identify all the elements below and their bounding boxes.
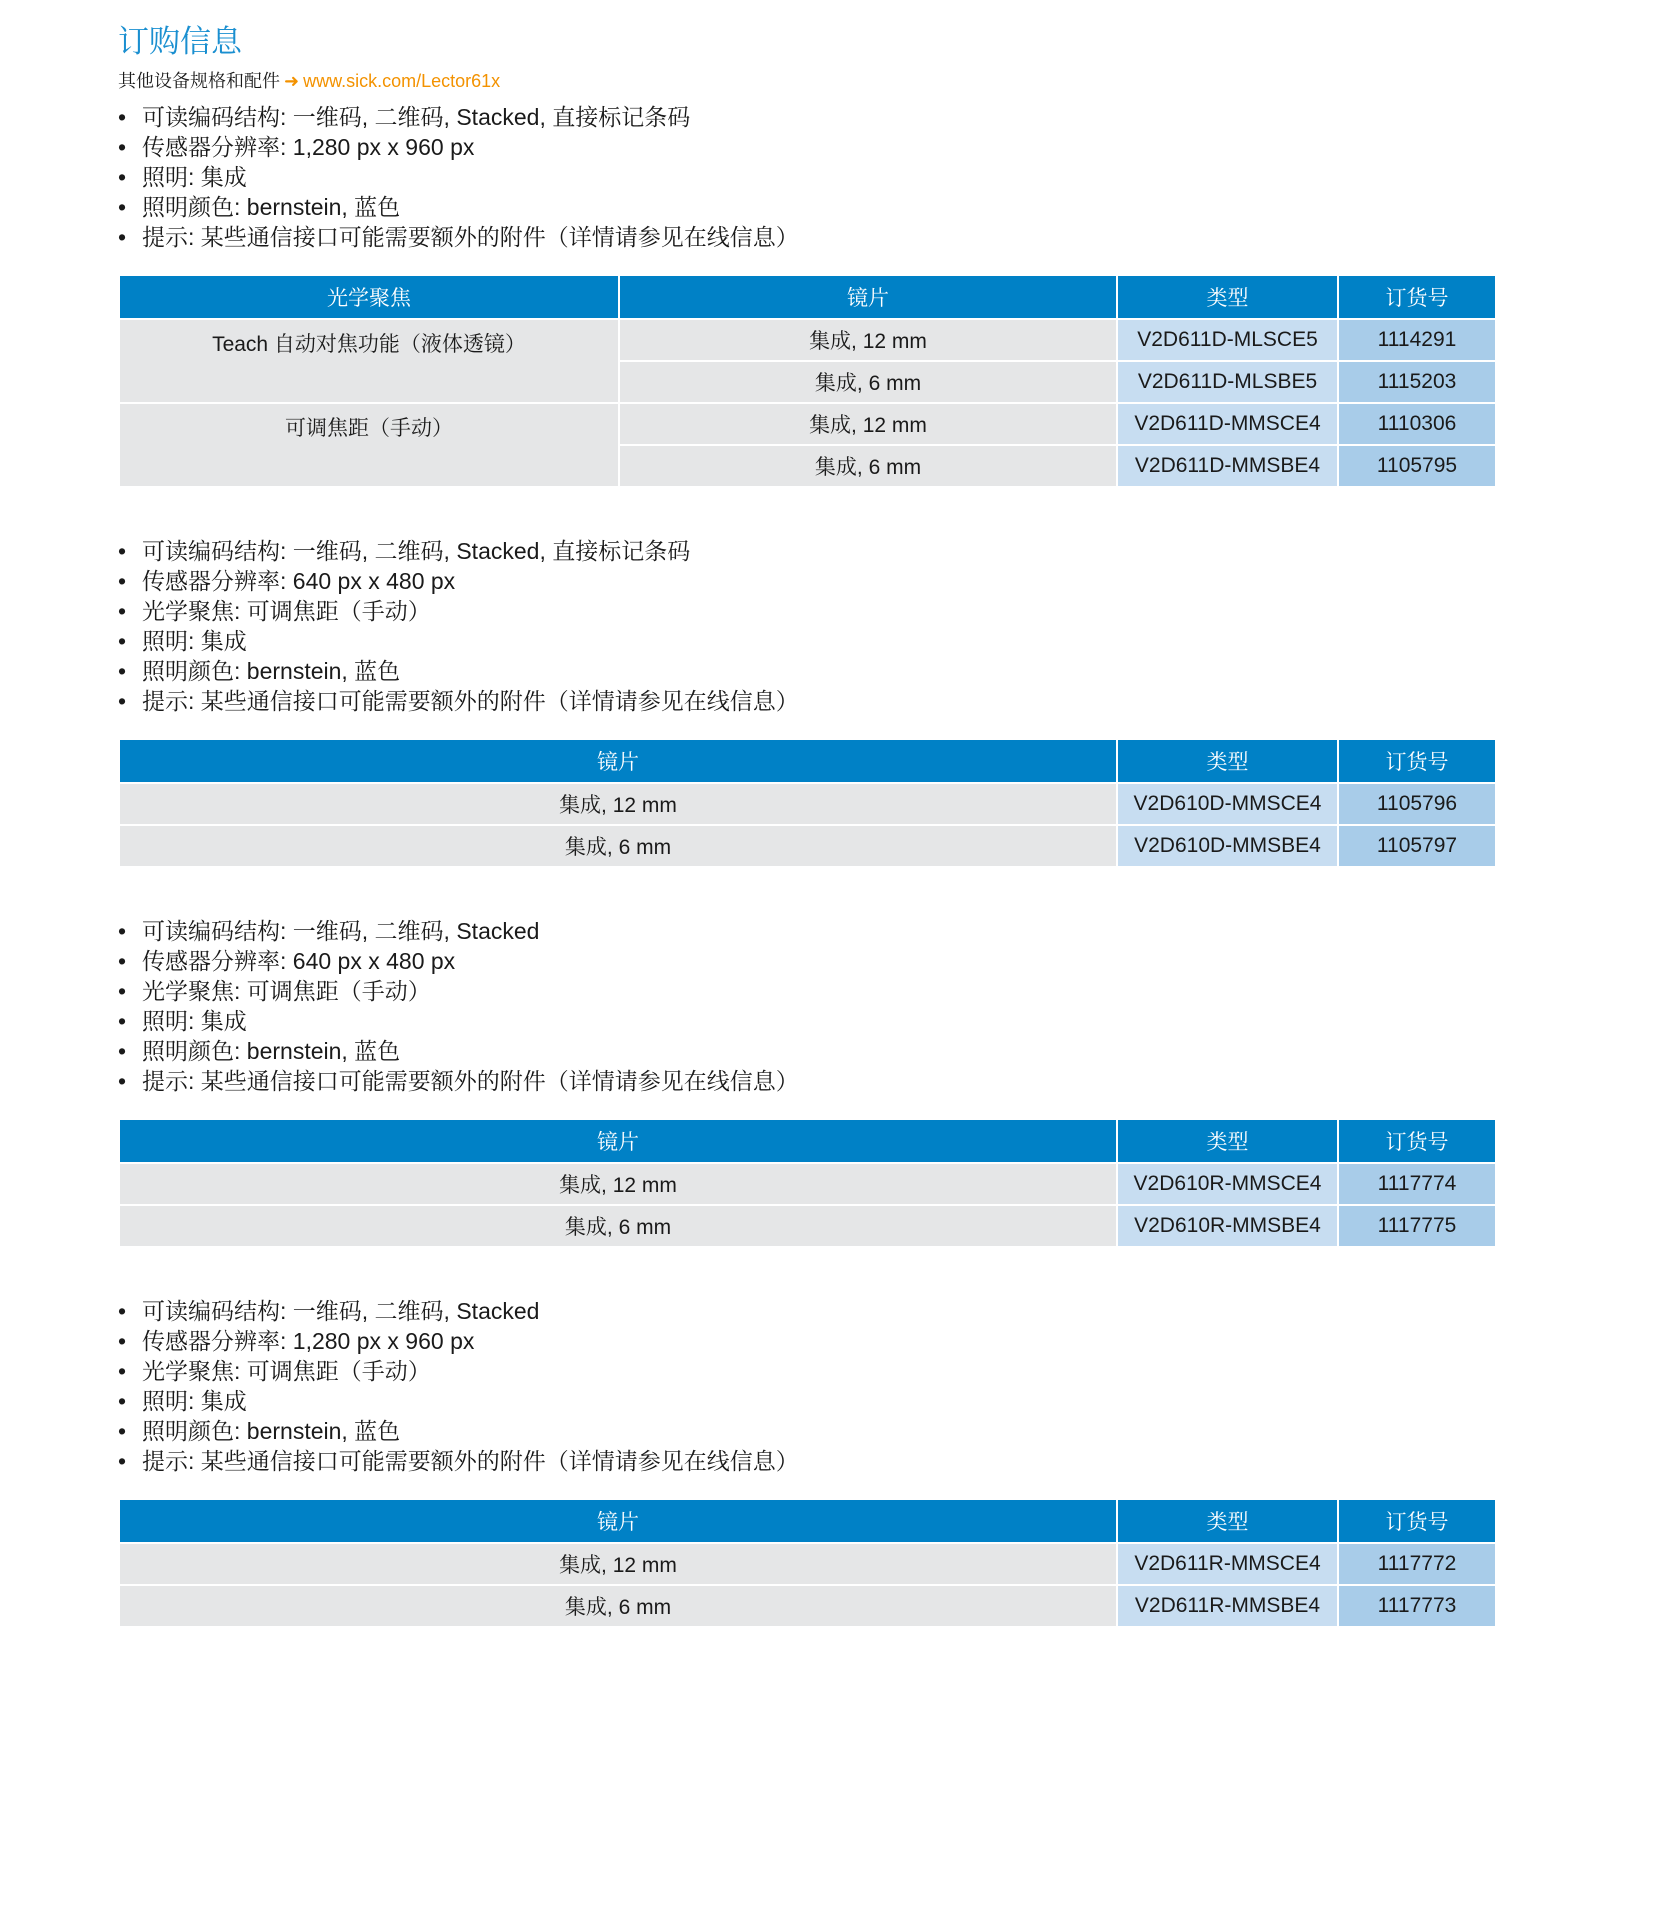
spec-item: • 可读编码结构: 一维码, 二维码, Stacked [118, 916, 1498, 946]
lens-cell: 集成, 6 mm [619, 445, 1117, 487]
spec-item: • 提示: 某些通信接口可能需要额外的附件（详情请参见在线信息） [118, 1066, 1498, 1096]
lens-cell: 集成, 12 mm [619, 319, 1117, 361]
spec-item: • 可读编码结构: 一维码, 二维码, Stacked, 直接标记条码 [118, 102, 1498, 132]
header-order: 订货号 [1338, 275, 1496, 319]
order-table [118, 738, 1497, 868]
focus-cell: 可调焦距（手动） [119, 403, 619, 487]
order-number-cell: 1110306 [1338, 403, 1496, 445]
table-header [119, 275, 1496, 319]
order-number-cell: 1105796 [1338, 783, 1496, 825]
header-focus: 光学聚焦 [119, 275, 619, 319]
spec-item: • 照明颜色: bernstein, 蓝色 [118, 1036, 1498, 1066]
order-number-cell: 1117775 [1338, 1205, 1496, 1247]
lens-cell: 集成, 12 mm [619, 403, 1117, 445]
header-order: 订货号 [1338, 739, 1496, 783]
arrow-right-icon: ➜ [284, 71, 300, 91]
header-type: 类型 [1117, 1119, 1338, 1163]
type-cell: V2D611R-MMSCE4 [1117, 1543, 1338, 1585]
table-row [119, 1585, 1496, 1627]
type-cell: V2D610D-MMSBE4 [1117, 825, 1338, 867]
lens-cell: 集成, 6 mm [119, 825, 1117, 867]
type-cell: V2D611D-MMSBE4 [1117, 445, 1338, 487]
spec-item: • 传感器分辨率: 1,280 px x 960 px [118, 1326, 1498, 1356]
table-row [119, 403, 1496, 445]
lens-cell: 集成, 12 mm [119, 1163, 1117, 1205]
order-table [118, 1498, 1497, 1628]
spec-item: • 传感器分辨率: 640 px x 480 px [118, 566, 1498, 596]
type-cell: V2D610D-MMSCE4 [1117, 783, 1338, 825]
table-row [119, 783, 1496, 825]
order-number-cell: 1105797 [1338, 825, 1496, 867]
lens-cell: 集成, 6 mm [619, 361, 1117, 403]
type-cell: V2D611R-MMSBE4 [1117, 1585, 1338, 1627]
order-number-cell: 1117774 [1338, 1163, 1496, 1205]
order-number-cell: 1114291 [1338, 319, 1496, 361]
table-header [119, 1119, 1496, 1163]
spec-item: • 可读编码结构: 一维码, 二维码, Stacked, 直接标记条码 [118, 536, 1498, 566]
spec-list [118, 916, 1498, 1096]
sections [118, 102, 1498, 1628]
subtitle-text: 其他设备规格和配件 [118, 71, 280, 91]
type-cell: V2D610R-MMSCE4 [1117, 1163, 1338, 1205]
product-link[interactable]: www.sick.com/Lector61x [303, 71, 501, 91]
order-number-cell: 1115203 [1338, 361, 1496, 403]
product-section [118, 1296, 1498, 1628]
table-row [119, 1543, 1496, 1585]
order-table [118, 274, 1497, 488]
type-cell: V2D611D-MLSBE5 [1117, 361, 1338, 403]
product-section [118, 102, 1498, 488]
spec-item: • 照明颜色: bernstein, 蓝色 [118, 656, 1498, 686]
spec-item: • 照明颜色: bernstein, 蓝色 [118, 1416, 1498, 1446]
header-type: 类型 [1117, 1499, 1338, 1543]
spec-item: • 可读编码结构: 一维码, 二维码, Stacked [118, 1296, 1498, 1326]
order-number-cell: 1117773 [1338, 1585, 1496, 1627]
spec-item: • 照明: 集成 [118, 1006, 1498, 1036]
product-section [118, 916, 1498, 1248]
header-lens: 镜片 [619, 275, 1117, 319]
spec-item: • 光学聚焦: 可调焦距（手动） [118, 1356, 1498, 1386]
header-order: 订货号 [1338, 1119, 1496, 1163]
table-header [119, 1499, 1496, 1543]
type-cell: V2D610R-MMSBE4 [1117, 1205, 1338, 1247]
product-section [118, 536, 1498, 868]
spec-item: • 提示: 某些通信接口可能需要额外的附件（详情请参见在线信息） [118, 222, 1498, 252]
subtitle [118, 68, 1498, 94]
header-order: 订货号 [1338, 1499, 1496, 1543]
spec-item: • 光学聚焦: 可调焦距（手动） [118, 596, 1498, 626]
lens-cell: 集成, 12 mm [119, 783, 1117, 825]
spec-item: • 传感器分辨率: 1,280 px x 960 px [118, 132, 1498, 162]
spec-item: • 照明: 集成 [118, 1386, 1498, 1416]
header-lens: 镜片 [119, 1119, 1117, 1163]
spec-list [118, 102, 1498, 252]
order-number-cell: 1105795 [1338, 445, 1496, 487]
table-row [119, 1205, 1496, 1247]
header-lens: 镜片 [119, 739, 1117, 783]
lens-cell: 集成, 6 mm [119, 1205, 1117, 1247]
spec-item: • 提示: 某些通信接口可能需要额外的附件（详情请参见在线信息） [118, 1446, 1498, 1476]
type-cell: V2D611D-MMSCE4 [1117, 403, 1338, 445]
spec-item: • 光学聚焦: 可调焦距（手动） [118, 976, 1498, 1006]
spec-item: • 照明: 集成 [118, 626, 1498, 656]
spec-item: • 传感器分辨率: 640 px x 480 px [118, 946, 1498, 976]
header-lens: 镜片 [119, 1499, 1117, 1543]
spec-item: • 照明: 集成 [118, 162, 1498, 192]
focus-cell: Teach 自动对焦功能（液体透镜） [119, 319, 619, 403]
header-type: 类型 [1117, 739, 1338, 783]
spec-item: • 提示: 某些通信接口可能需要额外的附件（详情请参见在线信息） [118, 686, 1498, 716]
spec-item: • 照明颜色: bernstein, 蓝色 [118, 192, 1498, 222]
table-row [119, 319, 1496, 361]
type-cell: V2D611D-MLSCE5 [1117, 319, 1338, 361]
table-row [119, 825, 1496, 867]
table-header [119, 739, 1496, 783]
ordering-info-page [118, 20, 1498, 1628]
header-type: 类型 [1117, 275, 1338, 319]
table-row [119, 1163, 1496, 1205]
spec-list [118, 1296, 1498, 1476]
lens-cell: 集成, 12 mm [119, 1543, 1117, 1585]
lens-cell: 集成, 6 mm [119, 1585, 1117, 1627]
page-title: 订购信息 [118, 24, 242, 59]
order-number-cell: 1117772 [1338, 1543, 1496, 1585]
spec-list [118, 536, 1498, 716]
order-table [118, 1118, 1497, 1248]
